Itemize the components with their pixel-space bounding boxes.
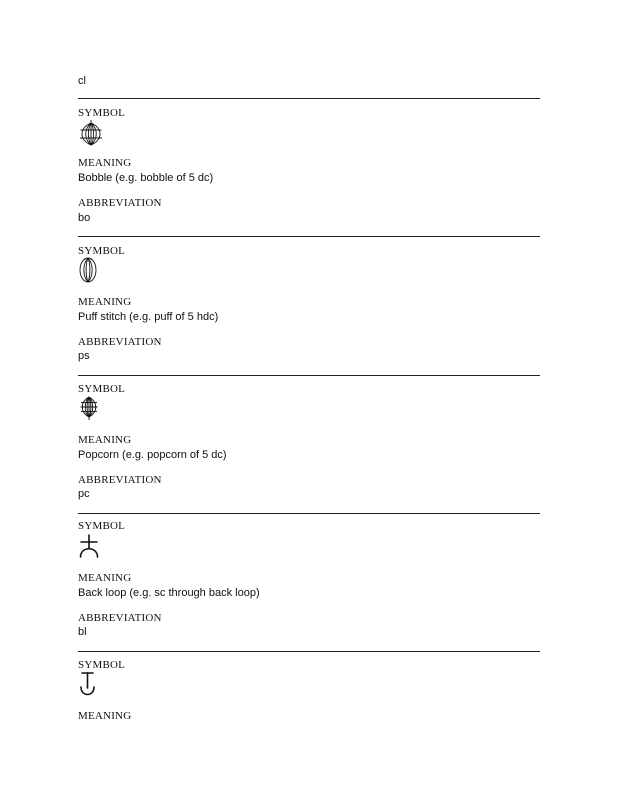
entry-divider [78, 375, 540, 376]
abbreviation-value: bl [78, 626, 87, 638]
meaning-label: MEANING [78, 710, 132, 722]
puff-stitch-icon [78, 256, 98, 284]
entry-divider [78, 236, 540, 237]
meaning-value: Puff stitch (e.g. puff of 5 hdc) [78, 311, 219, 323]
front-loop-icon [78, 670, 100, 698]
meaning-label: MEANING [78, 434, 132, 446]
symbol-label: SYMBOL [78, 383, 126, 395]
abbreviation-value: pc [78, 488, 90, 500]
symbol-label: SYMBOL [78, 520, 126, 532]
back-loop-icon [78, 532, 100, 560]
entry-divider [78, 98, 540, 99]
meaning-value: Bobble (e.g. bobble of 5 dc) [78, 172, 214, 184]
abbreviation-value: bo [78, 212, 91, 224]
symbol-label: SYMBOL [78, 107, 126, 119]
popcorn-icon [78, 394, 100, 422]
entry-divider [78, 513, 540, 514]
bobble-icon [78, 120, 104, 148]
symbol-label: SYMBOL [78, 659, 126, 671]
meaning-label: MEANING [78, 157, 132, 169]
meaning-value: Back loop (e.g. sc through back loop) [78, 587, 260, 599]
meaning-label: MEANING [78, 572, 132, 584]
meaning-label: MEANING [78, 296, 132, 308]
intro-abbreviation-value: cl [78, 75, 86, 87]
abbreviation-value: ps [78, 350, 90, 362]
abbreviation-label: ABBREVIATION [78, 474, 162, 486]
meaning-value: Popcorn (e.g. popcorn of 5 dc) [78, 449, 227, 461]
abbreviation-label: ABBREVIATION [78, 336, 162, 348]
abbreviation-label: ABBREVIATION [78, 197, 162, 209]
abbreviation-label: ABBREVIATION [78, 612, 162, 624]
symbol-label: SYMBOL [78, 245, 126, 257]
entry-divider [78, 651, 540, 652]
